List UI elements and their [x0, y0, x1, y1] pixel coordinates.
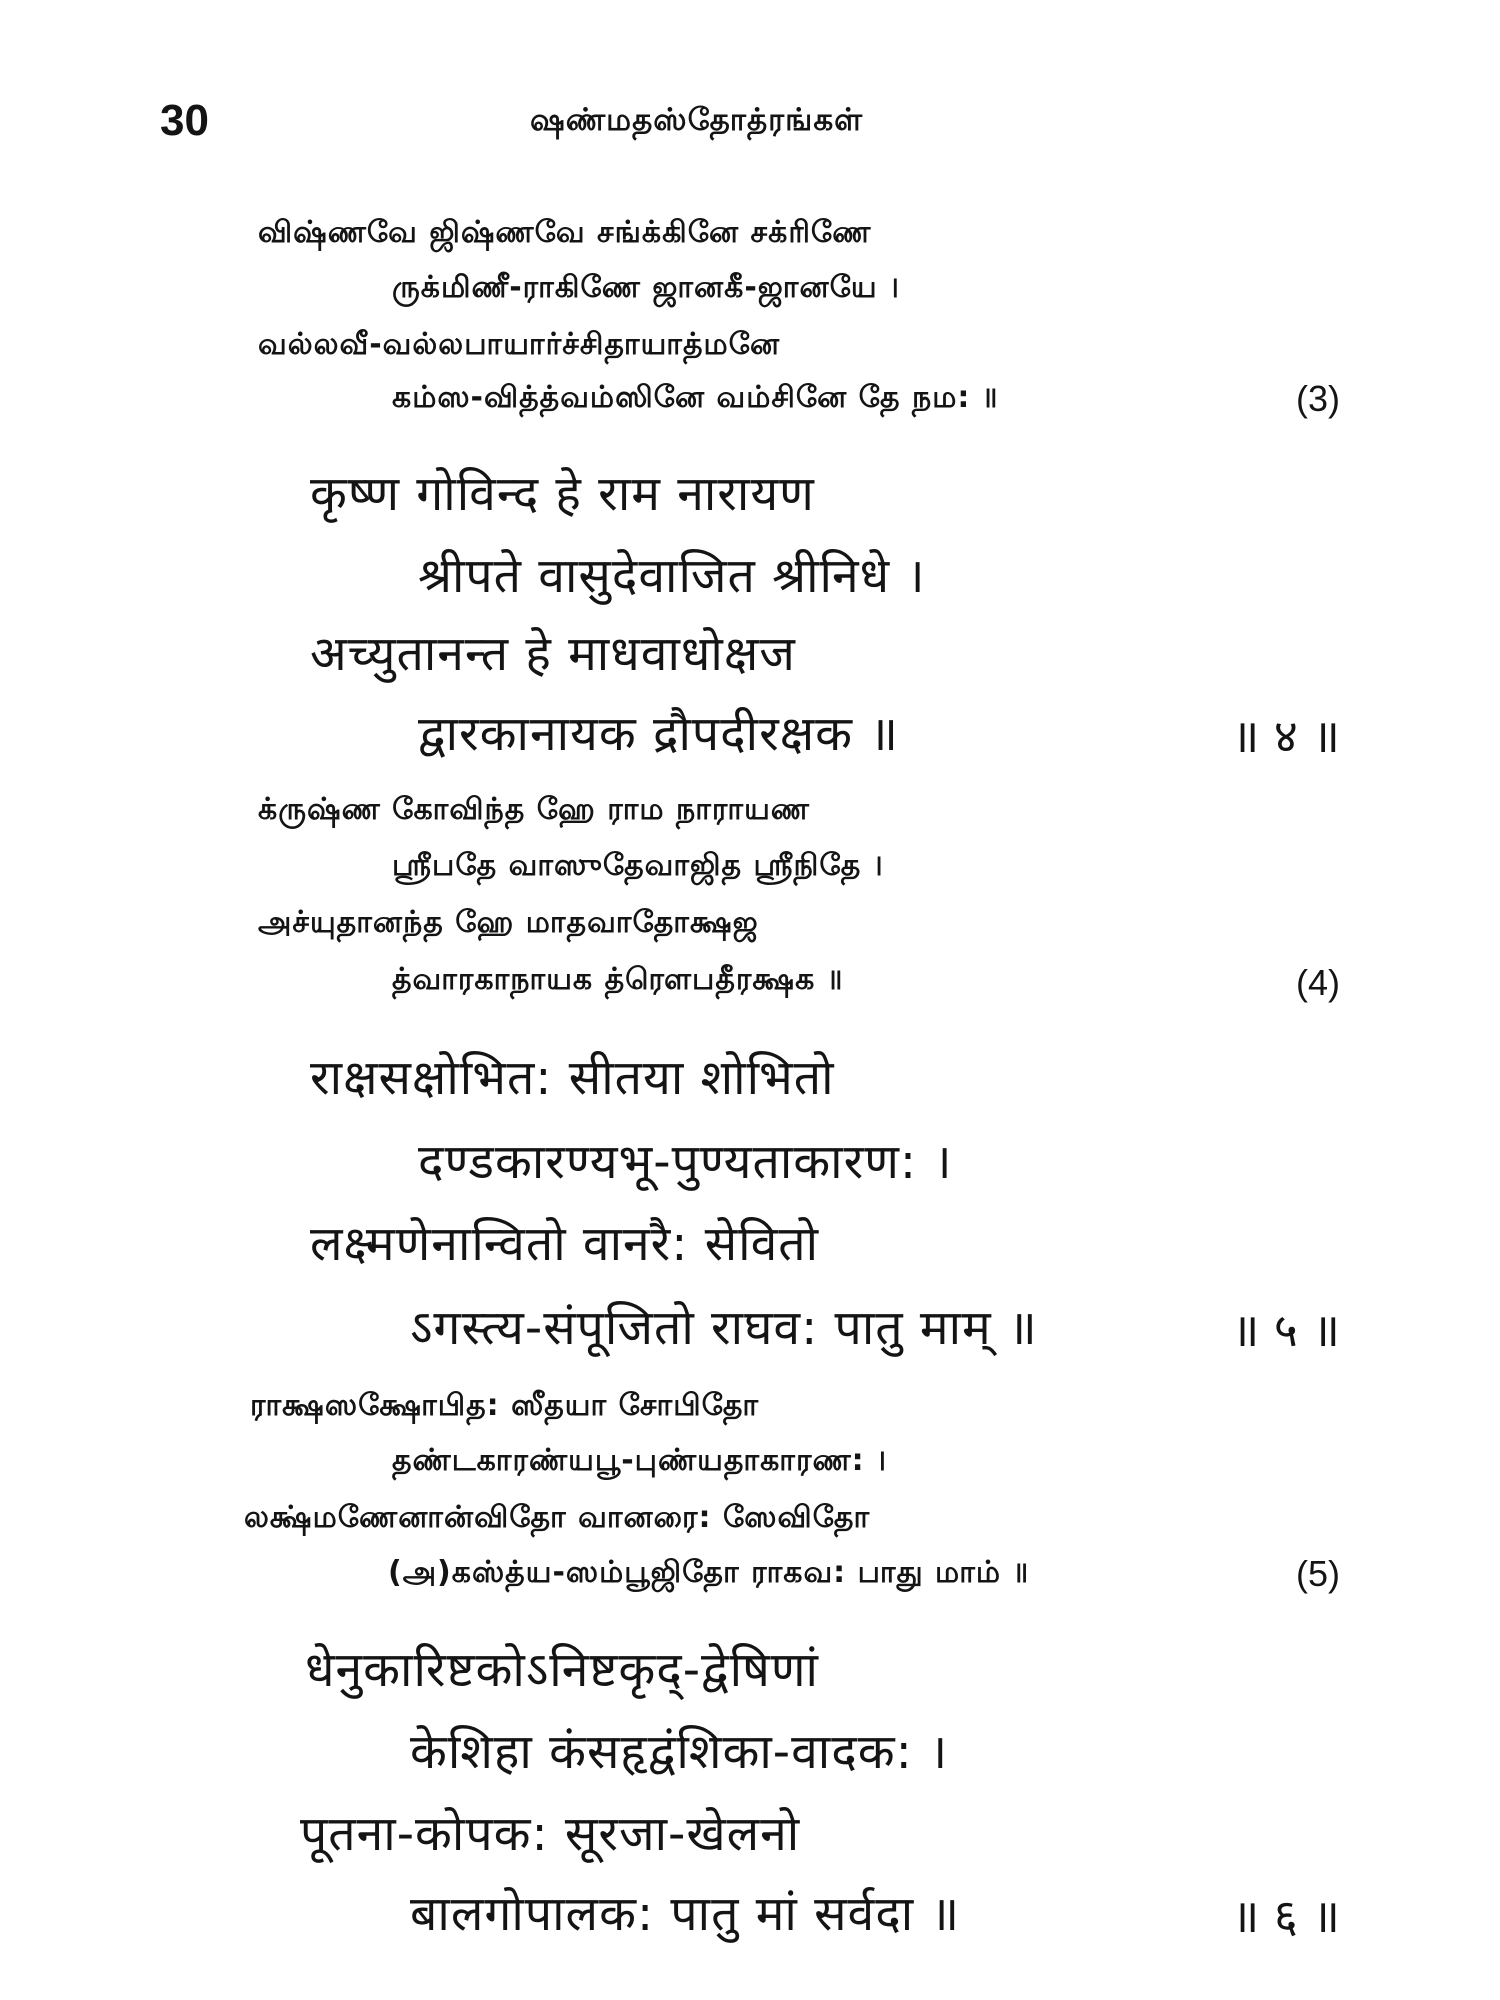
verse-line: லக்ஷ்மணேனான்விதோ வானரை: ஸேவிதோ	[244, 1500, 871, 1535]
verse-line: बालगोपालक: पातु मां सर्वदा ॥	[410, 1886, 961, 1942]
verse-number: (5)	[1296, 1553, 1340, 1594]
verse-number: ॥ ६ ॥	[1231, 1889, 1340, 1943]
verse-line: कृष्ण गोविन्द हे राम नारायण	[310, 466, 815, 522]
verse-line: க்ருஷ்ண கோவிந்த ஹே ராம நாராயண	[258, 792, 810, 827]
verse-line: தண்டகாரண்யபூ-புண்யதாகாரண: ।	[392, 1443, 887, 1478]
page-number: 30	[160, 96, 209, 145]
verse-line: अच्युतानन्त हे माधवाधोक्षज	[310, 626, 796, 682]
verse-line: விஷ்ணவே ஜிஷ்ணவே சங்க்கினே சக்ரிணே	[258, 215, 872, 250]
verse-line: (அ)கஸ்த்ய-ஸம்பூஜிதோ ராகவ: பாது மாம் ॥	[388, 1555, 1030, 1590]
verse-line: ऽगस्त्य-संपूजितो राघव: पातु माम् ॥	[410, 1300, 1038, 1356]
verse-line: लक्ष्मणेनान्वितो वानरै: सेवितो	[310, 1216, 820, 1272]
verse-line: ருக்மிணீ-ராகிணே ஜானகீ-ஜானயே ।	[392, 270, 900, 305]
verse-line: கம்ஸ-வித்த்வம்ஸினே வம்சினே தே நம: ॥	[392, 380, 999, 415]
verse-line: श्रीपते वासुदेवाजित श्रीनिधे ।	[418, 548, 926, 604]
verse-number: ॥ ५ ॥	[1231, 1303, 1340, 1357]
verse-number: ॥ ४ ॥	[1231, 709, 1340, 763]
verse-number: (3)	[1296, 378, 1340, 419]
verse-line: राक्षसक्षोभित: सीतया शोभितो	[310, 1050, 835, 1106]
verse-line: ராக்ஷஸக்ஷோபித: ஸீதயா சோபிதோ	[250, 1388, 760, 1423]
running-title: ஷண்மதஸ்தோத்ரங்கள்	[530, 102, 864, 138]
verse-line: दण्डकारण्यभू-पुण्यताकारण: ।	[418, 1134, 953, 1190]
verse-line: வல்லவீ-வல்லபாயார்ச்சிதாயாத்மனே	[258, 327, 781, 362]
verse-line: த்வாரகாநாயக த்ரௌபதீரக்ஷக ॥	[392, 962, 844, 997]
verse-line: धेनुकारिष्टकोऽनिष्टकृद्-द्वेषिणां	[305, 1642, 819, 1698]
verse-line: द्वारकानायक द्रौपदीरक्षक ॥	[418, 706, 900, 762]
verse-line: ஸ்ரீபதே வாஸுதேவாஜித ஸ்ரீநிதே ।	[392, 848, 884, 883]
verse-number: (4)	[1296, 962, 1340, 1003]
verse-line: केशिहा कंसहृद्वंशिका-वादक: ।	[410, 1724, 949, 1780]
verse-line: அச்யுதானந்த ஹே மாதவாதோக்ஷஜ	[258, 905, 759, 940]
verse-line: पूतना-कोपक: सूरजा-खेलनो	[300, 1806, 801, 1862]
